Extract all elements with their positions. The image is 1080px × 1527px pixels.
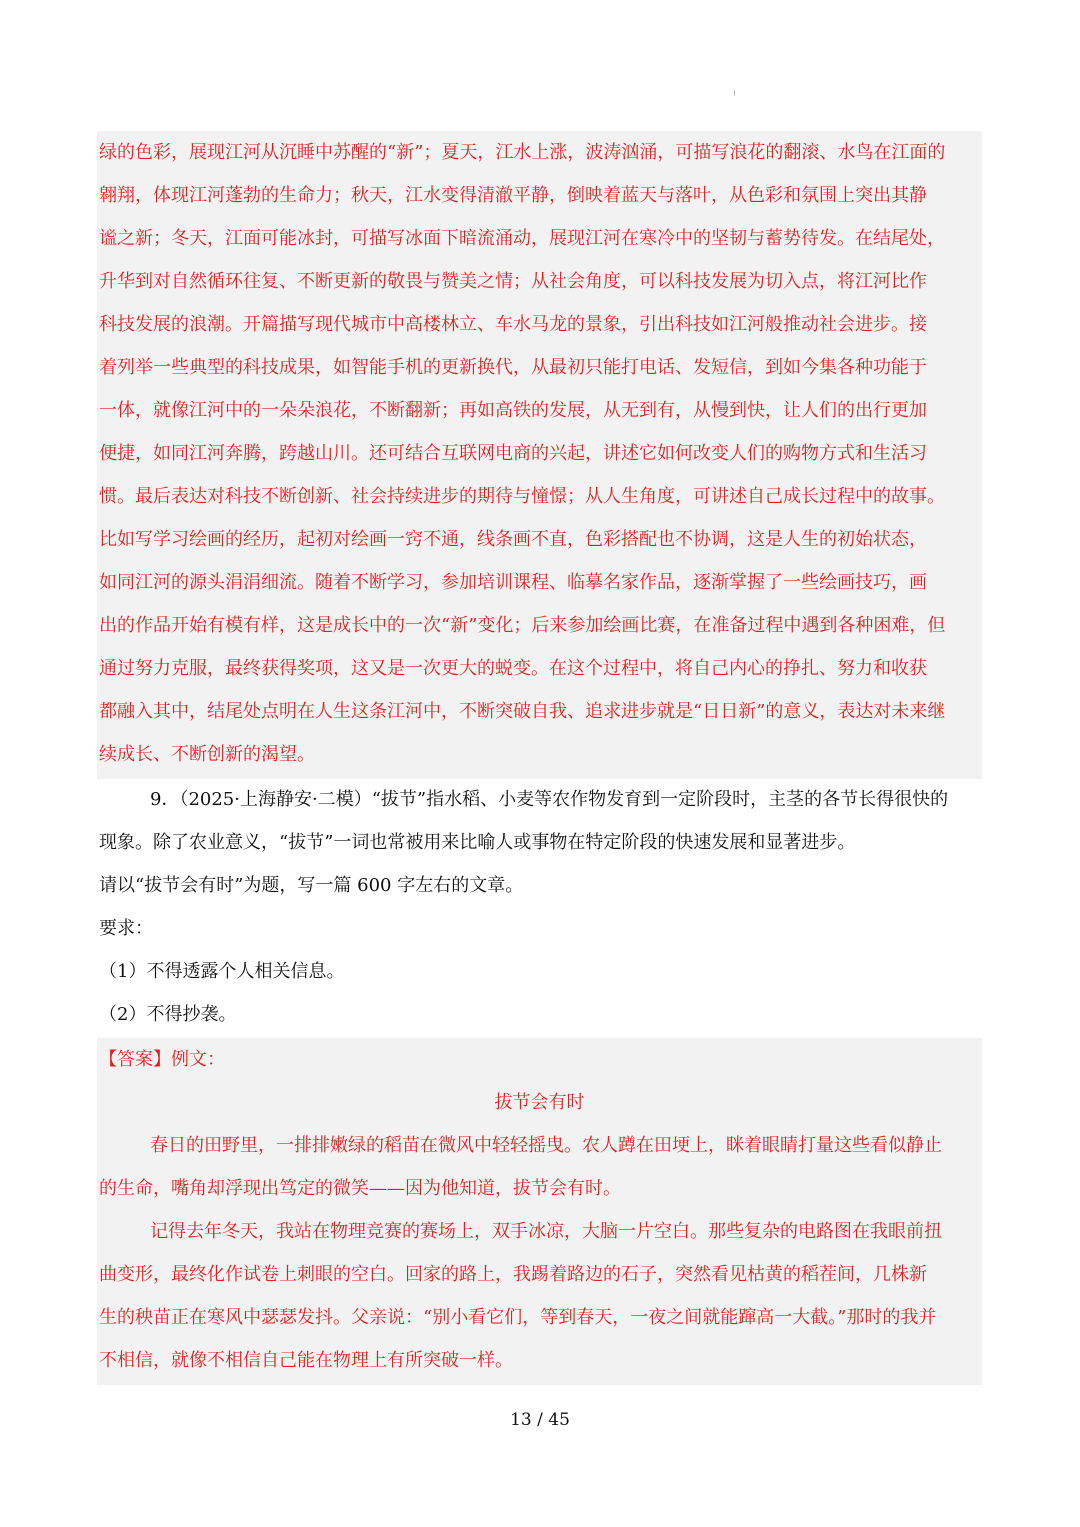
question-line: 现象。除了农业意义，“拔节”一词也常被用来比喻人或事物在特定阶段的快速发展和显著进步。 bbox=[99, 832, 856, 853]
answer-line: 惯。最后表达对科技不断创新、社会持续进步的期待与憧憬；从人生角度，可讲述自己成长过程中的故事。 bbox=[99, 486, 945, 507]
answer-label: 【答案】 bbox=[99, 1049, 171, 1070]
answer-line: 谧之新；冬天，江面可能冰封，可描写冰面下暗流涌动，展现江河在寒冷中的坚韧与蓄势待发。在结尾处， bbox=[99, 228, 945, 249]
answer-line: 出的作品开始有模有样，这是成长中的一次“新”变化；后来参加绘画比赛，在准备过程中遇到各种困难，但 bbox=[99, 615, 946, 636]
essay-line: 春日的田野里，一排排嫩绿的稻苗在微风中轻轻摇曳。农人蹲在田埂上，眯着眼睛打量这些看似静止 bbox=[150, 1135, 942, 1156]
essay-line: 的生命，嘴角却浮现出笃定的微笑——因为他知道，拔节会有时。 bbox=[99, 1178, 621, 1199]
page-tick-mark bbox=[734, 90, 735, 96]
answer-line: 绿的色彩，展现江河从沉睡中苏醒的“新”；夏天，江水上涨，波涛汹涌，可描写浪花的翻滚、水鸟在江面的 bbox=[99, 142, 946, 163]
answer-label-line bbox=[99, 1048, 983, 1072]
requirement-item: （2）不得抄袭。 bbox=[99, 1004, 237, 1025]
answer-line: 便捷，如同江河奔腾，跨越山川。还可结合互联网电商的兴起，讲述它如何改变人们的购物方式和生活习 bbox=[99, 443, 927, 464]
answer-line: 科技发展的浪潮。开篇描写现代城市中高楼林立、车水马龙的景象，引出科技如江河般推动社会进步。接 bbox=[99, 314, 927, 335]
question-line: 9．（2025·上海静安·二模）“拔节”指水稻、小麦等农作物发育到一定阶段时，主茎的各节长得很快的 bbox=[150, 789, 949, 810]
essay-line: 曲变形，最终化作试卷上刺眼的空白。回家的路上，我踢着路边的石子，突然看见枯黄的稻茬间，几株新 bbox=[99, 1264, 927, 1285]
answer-line: 比如写学习绘画的经历，起初对绘画一窍不通，线条画不直，色彩搭配也不协调，这是人生的初始状态， bbox=[99, 529, 927, 550]
answer-line: 续成长、不断创新的渴望。 bbox=[99, 744, 315, 765]
answer-line: 翱翔，体现江河蓬勃的生命力；秋天，江水变得清澈平静，倒映着蓝天与落叶，从色彩和氛围上突出其静 bbox=[99, 185, 927, 206]
answer-line: 着列举一些典型的科技成果，如智能手机的更新换代，从最初只能打电话、发短信，到如今集各种功能于 bbox=[99, 357, 927, 378]
essay-line: 不相信，就像不相信自己能在物理上有所突破一样。 bbox=[99, 1350, 513, 1371]
answer-line: 一体，就像江河中的一朵朵浪花，不断翻新；再如高铁的发展，从无到有，从慢到快，让人们的出行更加 bbox=[99, 400, 927, 421]
page-number: 13 / 45 bbox=[510, 1410, 570, 1430]
answer-label-suffix: 例文： bbox=[171, 1049, 225, 1070]
essay-title: 拔节会有时 bbox=[494, 1092, 585, 1113]
question-prompt: 请以“拔节会有时”为题，写一篇 600 字左右的文章。 bbox=[99, 875, 524, 896]
essay-line: 记得去年冬天，我站在物理竞赛的赛场上，双手冰凉，大脑一片空白。那些复杂的电路图在我眼前扭 bbox=[150, 1221, 942, 1242]
essay-line: 生的秧苗正在寒风中瑟瑟发抖。父亲说：“别小看它们，等到春天，一夜之间就能蹿高一大截。”那时的我并 bbox=[99, 1307, 937, 1328]
answer-line: 通过努力克服，最终获得奖项，这又是一次更大的蜕变。在这个过程中，将自己内心的挣扎、努力和收获 bbox=[99, 658, 927, 679]
answer-line: 如同江河的源头涓涓细流。随着不断学习，参加培训课程、临摹名家作品，逐渐掌握了一些绘画技巧，画 bbox=[99, 572, 927, 593]
answer-line: 都融入其中，结尾处点明在人生这条江河中，不断突破自我、追求进步就是“日日新”的意义，表达对未来继 bbox=[99, 701, 946, 722]
answer-line: 升华到对自然循环往复、不断更新的敬畏与赞美之情；从社会角度，可以科技发展为切入点，将江河比作 bbox=[99, 271, 927, 292]
requirements-label: 要求： bbox=[99, 918, 153, 939]
requirement-item: （1）不得透露个人相关信息。 bbox=[99, 961, 345, 982]
